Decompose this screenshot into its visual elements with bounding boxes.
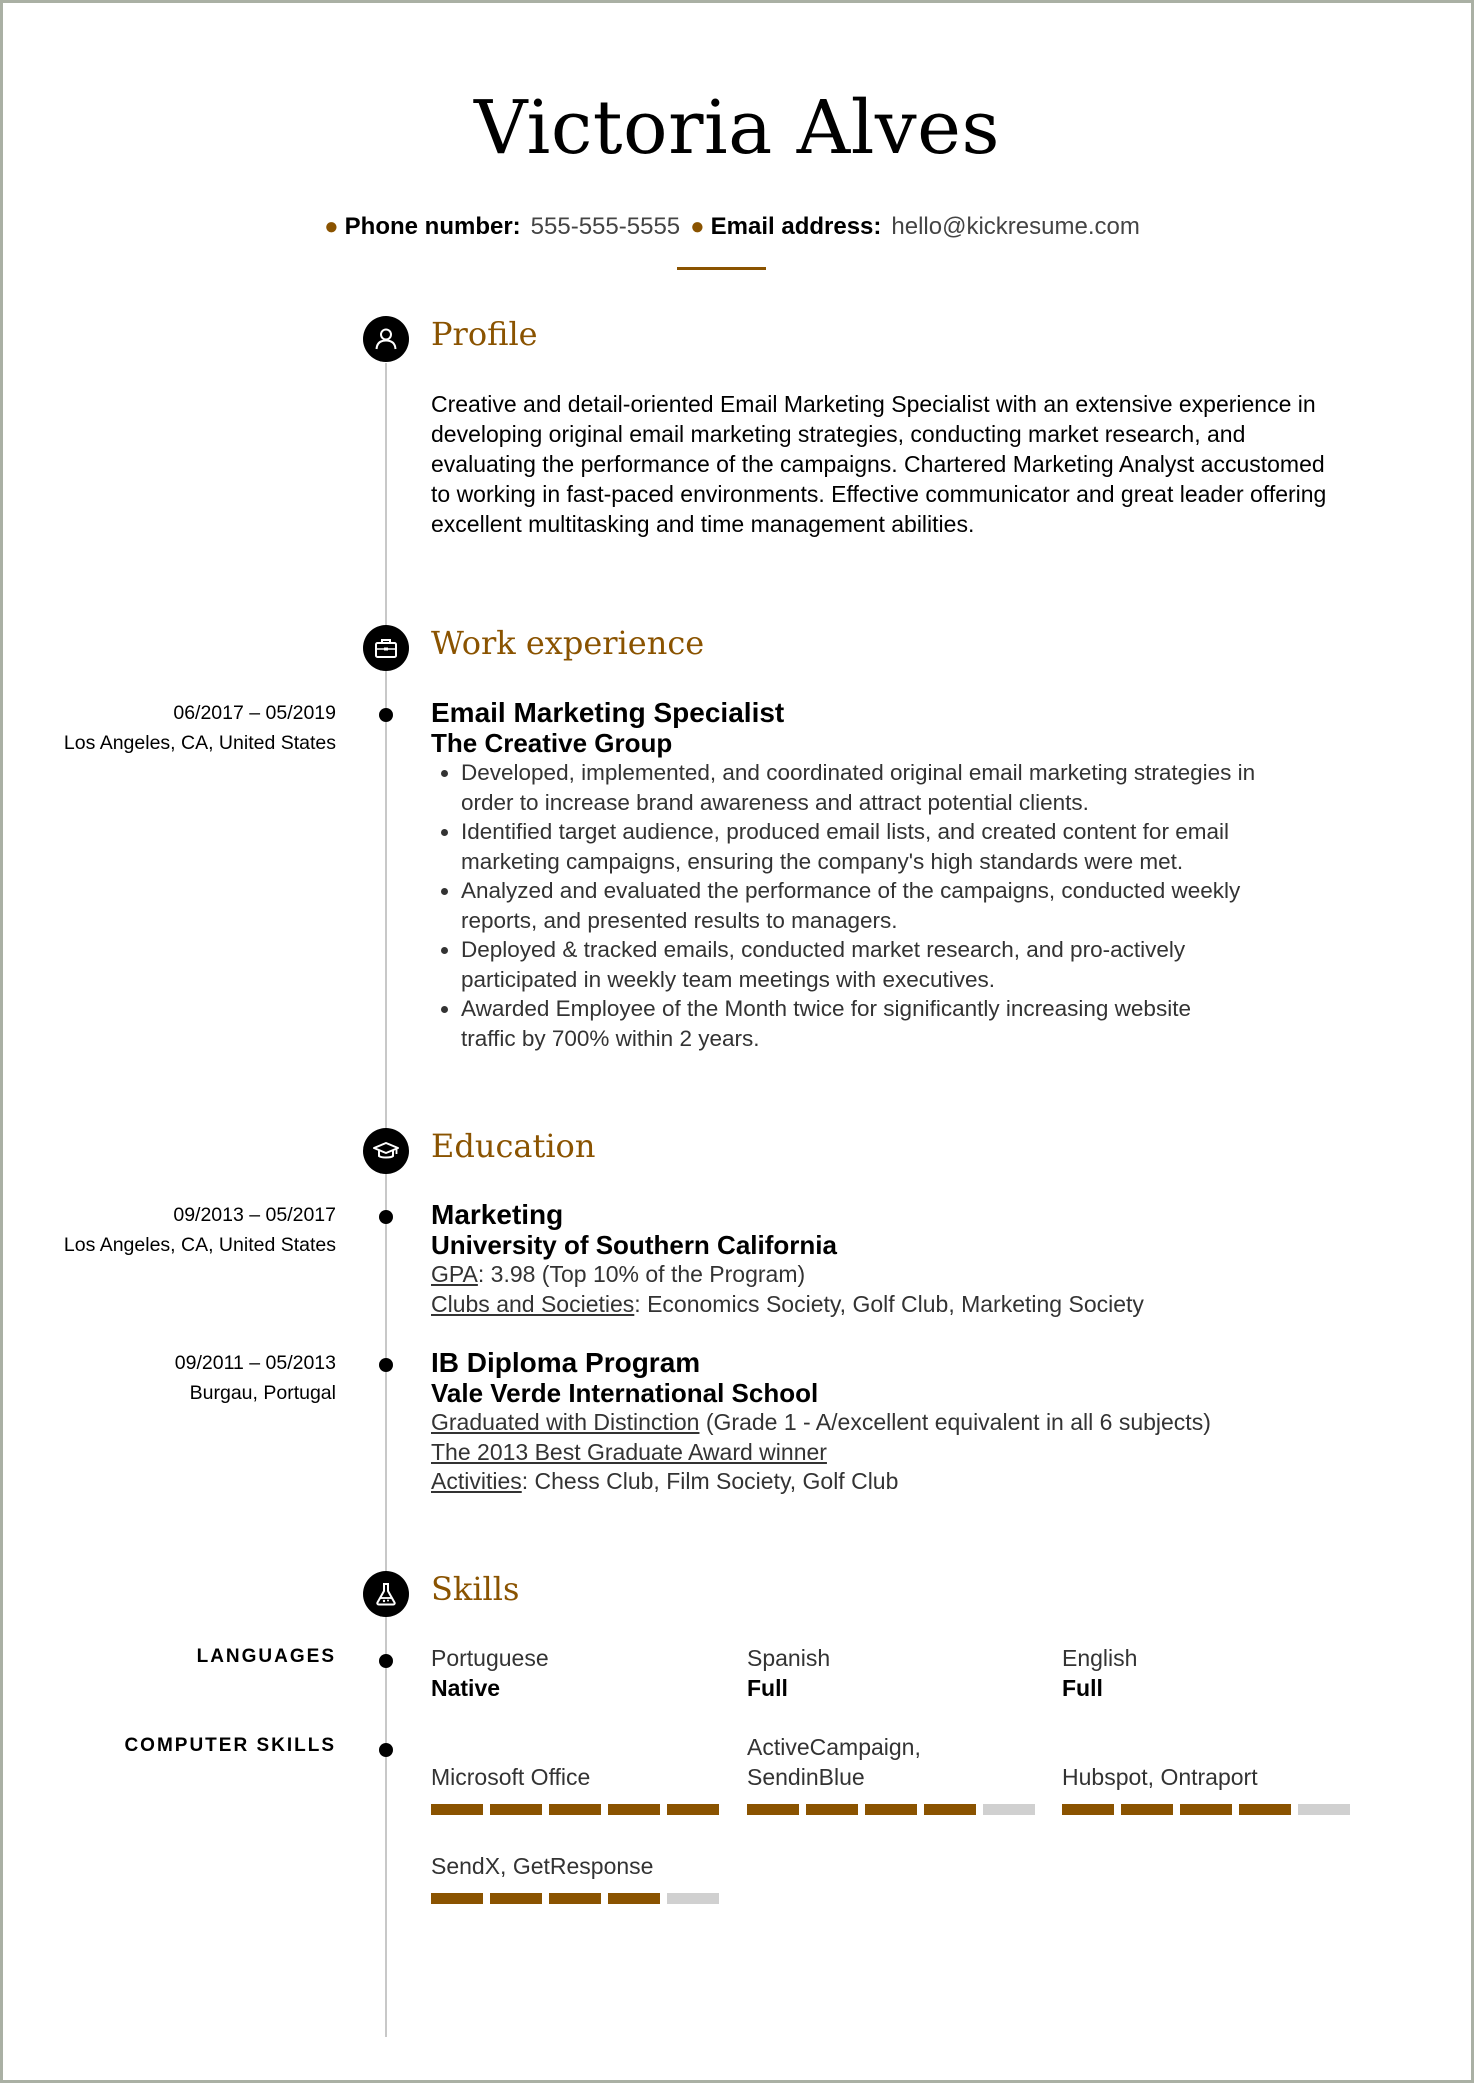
clubs-line bbox=[431, 1290, 1371, 1320]
activities-label: Activities bbox=[431, 1468, 522, 1494]
education-dates: 09/2011 – 05/2013 bbox=[174, 1352, 336, 1374]
profile-line: evaluating the performance of the campaigns. Chartered Marketing Analyst accustomed bbox=[431, 451, 1325, 477]
flask-icon bbox=[363, 1571, 409, 1617]
job-dates: 06/2017 – 05/2019 bbox=[173, 702, 336, 724]
skill-level-bar bbox=[431, 1804, 719, 1815]
list-item bbox=[461, 817, 1371, 876]
clubs-label: Clubs and Societies bbox=[431, 1290, 635, 1317]
skill-segment-filled bbox=[608, 1804, 660, 1815]
skill-segment-empty bbox=[983, 1804, 1035, 1815]
degree-title: IB Diploma Program bbox=[431, 1347, 701, 1378]
job-company: The Creative Group bbox=[431, 728, 673, 758]
activities-line bbox=[431, 1467, 1371, 1497]
computer-skill-item bbox=[747, 1732, 921, 1792]
bullet-text: marketing campaigns, ensuring the company's high standards were met. bbox=[461, 848, 1184, 874]
profile-line: excellent multitasking and time management abilities. bbox=[431, 511, 975, 537]
education-meta bbox=[64, 1200, 336, 1260]
distinction-label: Graduated with Distinction bbox=[431, 1409, 700, 1435]
school-name: University of Southern California bbox=[431, 1230, 837, 1260]
bullet-text: Awarded Employee of the Month twice for significantly increasing website bbox=[461, 996, 1191, 1021]
profile-line: developing original email marketing strategies, conducting market research, and bbox=[431, 421, 1246, 447]
list-item bbox=[461, 994, 1371, 1053]
gpa-value: : 3.98 (Top 10% of the Program) bbox=[477, 1261, 806, 1287]
job-meta bbox=[64, 698, 336, 758]
bullet-text: reports, and presented results to managers. bbox=[461, 907, 898, 933]
language-level: Full bbox=[747, 1675, 788, 1701]
bullet-text: Developed, implemented, and coordinated original email marketing strategies in bbox=[461, 760, 1256, 785]
section-title-education: Education bbox=[431, 1127, 596, 1165]
language-level: Native bbox=[431, 1675, 501, 1701]
skill-segment-filled bbox=[490, 1804, 542, 1815]
skill-segment-filled bbox=[806, 1804, 858, 1815]
skill-segment-empty bbox=[1298, 1804, 1350, 1815]
education-entry bbox=[431, 1199, 1371, 1319]
timeline-dot bbox=[379, 1654, 393, 1668]
clubs-value: : Economics Society, Golf Club, Marketing Society bbox=[634, 1290, 1144, 1317]
skill-segment-filled bbox=[667, 1804, 719, 1815]
profile-summary bbox=[431, 389, 1391, 539]
timeline-dot bbox=[379, 1210, 393, 1224]
section-title-work: Work experience bbox=[431, 624, 705, 662]
language-level: Full bbox=[1062, 1675, 1103, 1701]
distinction-value: (Grade 1 - A/excellent equivalent in all 6 subjects) bbox=[699, 1409, 1211, 1435]
phone-label: Phone number: bbox=[344, 213, 521, 240]
computer-skills-label: COMPUTER SKILLS bbox=[124, 1735, 336, 1756]
language-item bbox=[1062, 1643, 1137, 1703]
candidate-name: Victoria Alves bbox=[474, 85, 1000, 171]
skill-name-line: Hubspot, Ontraport bbox=[1062, 1764, 1258, 1790]
skill-segment-filled bbox=[1239, 1804, 1291, 1815]
section-title-profile: Profile bbox=[431, 315, 538, 353]
language-item bbox=[747, 1643, 830, 1703]
skill-segment-filled bbox=[549, 1893, 601, 1904]
bullet-text: order to increase brand awareness and attract potential clients. bbox=[461, 789, 1089, 815]
skill-level-bar bbox=[1062, 1804, 1350, 1815]
timeline-line bbox=[385, 363, 387, 2037]
person-icon bbox=[363, 316, 409, 362]
activities-value: : Chess Club, Film Society, Golf Club bbox=[521, 1468, 899, 1494]
bullet-dot-icon: ● bbox=[690, 213, 705, 240]
skill-segment-filled bbox=[1062, 1804, 1114, 1815]
section-title-skills: Skills bbox=[431, 1570, 520, 1608]
award-label: The 2013 Best Graduate Award winner bbox=[431, 1438, 827, 1465]
bullet-text: participated in weekly team meetings with executives. bbox=[461, 966, 996, 992]
bullet-text: Deployed & tracked emails, conducted market research, and pro-actively bbox=[461, 937, 1186, 962]
skill-segment-filled bbox=[431, 1804, 483, 1815]
languages-label: LANGUAGES bbox=[196, 1646, 336, 1667]
skill-segment-filled bbox=[1180, 1804, 1232, 1815]
skill-name-line: SendinBlue bbox=[747, 1764, 865, 1790]
skill-segment-filled bbox=[924, 1804, 976, 1815]
bullet-text: traffic by 700% within 2 years. bbox=[461, 1025, 760, 1051]
skill-segment-filled bbox=[490, 1893, 542, 1904]
bullet-text: Analyzed and evaluated the performance of the campaigns, conducted weekly bbox=[461, 878, 1241, 903]
skill-segment-filled bbox=[431, 1893, 483, 1904]
phone-value[interactable]: 555-555-5555 bbox=[530, 213, 681, 240]
skill-name-line: ActiveCampaign, bbox=[747, 1734, 921, 1760]
briefcase-icon bbox=[363, 625, 409, 671]
bullet-dot-icon: ● bbox=[324, 213, 339, 240]
language-item bbox=[431, 1643, 549, 1703]
skill-segment-filled bbox=[1121, 1804, 1173, 1815]
bullet-text: Identified target audience, produced email lists, and created content for email bbox=[461, 819, 1229, 844]
skill-segment-filled bbox=[549, 1804, 601, 1815]
job-bullets bbox=[431, 758, 1371, 1053]
distinction-line bbox=[431, 1408, 1371, 1438]
computer-skill-item bbox=[1062, 1732, 1258, 1792]
skill-name-line bbox=[431, 1821, 653, 1851]
profile-line: Creative and detail-oriented Email Marketing Specialist with an extensive experience in bbox=[431, 391, 1316, 417]
list-item bbox=[461, 758, 1371, 817]
education-location: Los Angeles, CA, United States bbox=[63, 1234, 336, 1256]
header-divider bbox=[677, 267, 766, 270]
gpa-line bbox=[431, 1260, 1371, 1290]
language-name: Portuguese bbox=[431, 1645, 549, 1671]
list-item bbox=[461, 876, 1371, 935]
degree-title: Marketing bbox=[431, 1199, 564, 1230]
language-name: English bbox=[1062, 1645, 1138, 1671]
education-location: Burgau, Portugal bbox=[189, 1382, 336, 1404]
contact-line bbox=[3, 211, 1471, 243]
skill-segment-filled bbox=[747, 1804, 799, 1815]
skill-level-bar bbox=[431, 1893, 719, 1904]
education-meta bbox=[175, 1348, 336, 1408]
school-name: Vale Verde International School bbox=[431, 1378, 819, 1408]
language-name: Spanish bbox=[747, 1645, 831, 1671]
email-value[interactable]: hello@kickresume.com bbox=[891, 213, 1140, 240]
timeline-dot bbox=[379, 708, 393, 722]
skill-segment-empty bbox=[667, 1893, 719, 1904]
skill-segment-filled bbox=[865, 1804, 917, 1815]
graduation-cap-icon bbox=[363, 1128, 409, 1174]
skill-segment-filled bbox=[608, 1893, 660, 1904]
education-entry bbox=[431, 1347, 1371, 1497]
job-location: Los Angeles, CA, United States bbox=[63, 732, 336, 754]
computer-skill-item bbox=[431, 1732, 590, 1792]
skill-level-bar bbox=[747, 1804, 1035, 1815]
education-dates: 09/2013 – 05/2017 bbox=[173, 1204, 336, 1226]
skill-name-line bbox=[431, 1732, 590, 1762]
gpa-label: GPA bbox=[431, 1261, 478, 1287]
skill-name-line bbox=[1062, 1732, 1258, 1762]
award-line bbox=[431, 1438, 1371, 1468]
job-entry bbox=[431, 697, 1371, 1053]
timeline-dot bbox=[379, 1743, 393, 1757]
profile-line: to working in fast-paced environments. Effective communicator and great leader offering bbox=[431, 481, 1327, 507]
email-label: Email address: bbox=[710, 213, 882, 240]
skill-name-line: Microsoft Office bbox=[431, 1764, 591, 1790]
job-position: Email Marketing Specialist bbox=[431, 697, 785, 728]
timeline-dot bbox=[379, 1358, 393, 1372]
list-item bbox=[461, 935, 1371, 994]
computer-skill-item bbox=[431, 1821, 653, 1881]
skill-name-line: SendX, GetResponse bbox=[431, 1853, 654, 1879]
